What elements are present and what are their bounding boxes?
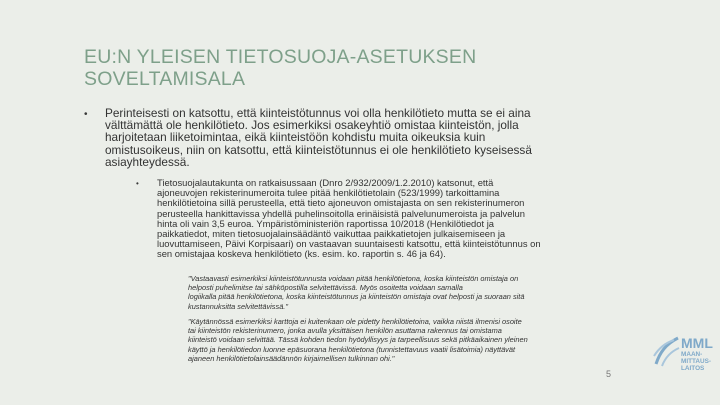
text-line: sen omistajaa koskeva henkilötieto (ks. esim. ko. raportin s. 46 ja 64).: [157, 248, 446, 260]
bullet-icon: •: [84, 109, 88, 120]
logo-subtitle: [681, 351, 711, 373]
mml-logo: [652, 334, 712, 378]
text-line: hinta oli vain 3,5 euroa. Ympäristöministeriön raportissa 10/2018 (Henkilötiedot ja: [157, 217, 494, 229]
slide-title-line: SOVELTAMISALA: [84, 68, 246, 90]
text-line: Perinteisesti on katsottu, että kiinteistötunnus voi olla henkilötieto mutta se ei aina: [105, 106, 531, 120]
quote-line: kiinteistö voidaan selvittää. Tässä kohden tiedon hyödyllisyys ja tarpeellisuus sekä pitkäaikainen yleinen: [188, 335, 528, 345]
text-line: perusteella hankittavissa yhdellä puhelinsoitolla erinäisistä palvelunumeroista ja palvelun: [157, 207, 525, 219]
quote-line: "Käytännössä esimerkiksi karttoja ei kuitenkaan ole pidetty henkilötietoina, vaikka niistä ilmenisi osoite: [188, 317, 522, 326]
text-line: omistusoikeus, niin on katsottu, että kiinteistötunnus ei ole henkilötieto kyseisessä: [105, 142, 532, 157]
text-line: paikkatiedot, miten tietosuojalainsäädäntö vaikuttaa paikkatietojen julkaisemiseen ja: [157, 228, 506, 240]
quote-line: "Vastaavasti esimerkiksi kiinteistötunnusta voidaan pitää henkilötietona, koska kiinteistön omistaja on: [188, 274, 519, 283]
logo-abbr: MML: [681, 335, 713, 351]
text-line: Tietosuojalautakunta on ratkaisussaan (Dnro 2/932/2009/1.2.2010) katsonut, että: [157, 177, 494, 188]
quote-line: kustannuksitta selvitettävissä.": [188, 301, 288, 311]
quote-line: helposti puhelimitse tai sähköpostilla selvitettävissä. Myös osoitetta voidaan samalla: [188, 283, 463, 293]
quote-line: käyttö ja henkilötiedon luonne epäsuorana henkilötietona (tunnistettavuus vaatii lisätoimia) näyttävät: [188, 344, 516, 354]
text-line: harjoitetaan liiketoimintaa, eikä kiinteistöön kohdistu muita oikeuksia kuin: [105, 130, 486, 145]
bullet-level2-text: [157, 178, 647, 260]
logo-subtitle-line: LAITOS: [681, 365, 705, 373]
quote-line: tai kiinteistön rekisterinumero, jonka avulla yksittäisen henkilön asuttama rakennus tai omistama: [188, 326, 502, 336]
text-line: asiayhteydessä.: [105, 154, 190, 169]
slide-title-line: EU:N YLEISEN TIETOSUOJA-ASETUKSEN: [84, 46, 477, 68]
text-line: ajoneuvojen rekisterinumeroita tulee pitää henkilötietolain (523/1999) tarkoittamina: [157, 187, 500, 199]
text-line: henkilötietoina sillä perusteella, että tieto ajoneuvon omistajasta on sen rekisterinumeron: [157, 197, 525, 209]
quote-block: [188, 274, 658, 311]
mml-logo-mark-icon: [652, 334, 682, 368]
bullet-level1-text: [105, 107, 625, 168]
text-line: luovuttamiseen, Päivi Korpisaari) on vastaavan suuntaisesti katsottu, että kiinteistötunnus on: [157, 238, 541, 250]
quote-block: [188, 317, 658, 363]
logo-subtitle-line: MAAN-: [681, 351, 703, 358]
logo-subtitle-line: MITTAUS-: [681, 358, 712, 366]
slide-title: [84, 46, 644, 90]
page-number: 5: [606, 369, 612, 379]
bullet-icon: •: [136, 179, 139, 188]
text-line: välttämättä ole henkilötieto. Jos esimerkiksi osakeyhtiö omistaa kiinteistön, jolla: [105, 118, 519, 133]
quote-line: logiikalla pitää henkilötietona, koska kiinteistötunnus ja kiinteistön omistaja ovat helposti ja suoraan sitä: [188, 292, 525, 302]
quote-line: ajaneen henkilötietolainsäädännön kirjaimellisen tulkinnan ohi.": [188, 353, 395, 363]
